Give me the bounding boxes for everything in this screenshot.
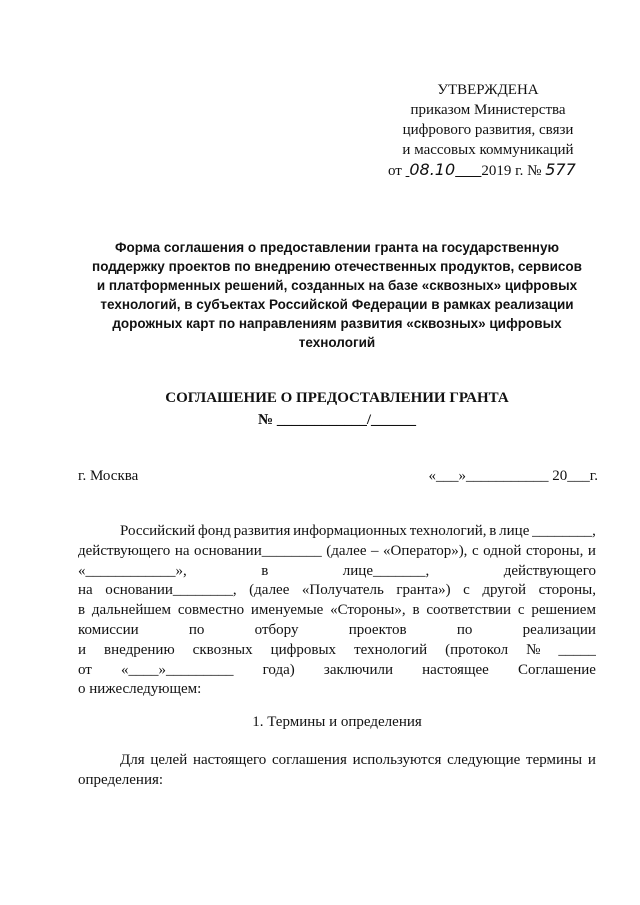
word: Соглашение bbox=[517, 661, 596, 678]
word: фонд bbox=[198, 523, 231, 539]
word: Для bbox=[120, 752, 145, 768]
word: основании________ bbox=[194, 542, 322, 559]
word: с bbox=[463, 582, 470, 599]
form-title-line: поддержку проектов по внедрению отечественных продуктов, сервисов bbox=[92, 259, 582, 274]
word: года) bbox=[262, 661, 295, 678]
body-line: о нижеследующем: bbox=[78, 681, 202, 698]
intro-line bbox=[78, 750, 596, 770]
word: настоящее bbox=[422, 661, 489, 678]
word: совместно bbox=[177, 602, 245, 619]
word: на bbox=[174, 542, 190, 559]
word: (протокол bbox=[445, 641, 509, 658]
body-line bbox=[78, 641, 596, 661]
word: «Оператор»), bbox=[383, 542, 468, 559]
word: одной bbox=[483, 542, 522, 559]
word: настоящего bbox=[192, 752, 267, 768]
body-line bbox=[78, 661, 596, 681]
word: цифровых bbox=[270, 641, 337, 658]
word: № bbox=[526, 641, 541, 658]
body-line bbox=[78, 542, 596, 562]
word: стороны, bbox=[525, 542, 584, 559]
word: стороны, bbox=[538, 582, 596, 599]
approval-line: приказом Министерства bbox=[410, 102, 566, 118]
word: действующего bbox=[78, 542, 171, 559]
form-title-line: Форма соглашения о предоставлении гранта на государственную bbox=[115, 240, 559, 255]
form-title-line: и платформенных решений, созданных на базе «сквозных» цифровых bbox=[96, 278, 578, 293]
approval-title: УТВЕРЖДЕНА bbox=[437, 82, 539, 98]
section-heading: 1. Термины и определения bbox=[252, 714, 422, 730]
handwritten-date-field bbox=[406, 160, 482, 179]
word: _____ bbox=[558, 641, 596, 658]
word: «Стороны», bbox=[330, 602, 406, 619]
intro-line: определения: bbox=[78, 772, 164, 788]
word: следующие bbox=[447, 752, 521, 768]
word: внедрению bbox=[104, 641, 175, 658]
city: г. Москва bbox=[78, 468, 139, 484]
approval-line: и массовых коммуникаций bbox=[402, 142, 574, 158]
word: проектов bbox=[348, 621, 407, 638]
intro-paragraph bbox=[78, 750, 596, 790]
word: гранта») bbox=[396, 582, 451, 599]
word: в bbox=[489, 523, 497, 539]
word: Российский bbox=[120, 523, 196, 539]
word: действующего bbox=[503, 562, 596, 579]
word: в bbox=[261, 562, 269, 579]
word: развития bbox=[233, 523, 291, 539]
word: технологий bbox=[354, 641, 428, 658]
word: и bbox=[78, 641, 87, 658]
body-line bbox=[78, 621, 596, 641]
word: заключили bbox=[323, 661, 393, 678]
form-title-line: дорожных карт по направлениям развития «сквозных» цифровых bbox=[112, 316, 562, 331]
word: (далее bbox=[326, 542, 367, 559]
word: «Получатель bbox=[301, 582, 384, 599]
body-line bbox=[78, 601, 596, 621]
approval-order-date bbox=[388, 160, 608, 181]
word: (далее bbox=[249, 582, 290, 599]
date-prefix: от bbox=[388, 163, 402, 179]
word: в bbox=[78, 602, 86, 619]
word: и bbox=[587, 752, 596, 768]
word: именуемые bbox=[250, 602, 324, 619]
word: «____________», bbox=[78, 562, 187, 579]
approval-line: цифрового развития, связи bbox=[402, 122, 574, 138]
date-suffix: 2019 г. № bbox=[481, 163, 542, 179]
word: по bbox=[188, 621, 205, 638]
word: используются bbox=[352, 752, 442, 768]
word: термины bbox=[526, 752, 583, 768]
word: соответствии bbox=[426, 602, 512, 619]
form-title-line: технологий bbox=[298, 335, 376, 350]
word: информационных bbox=[293, 523, 407, 539]
word: и bbox=[587, 542, 596, 559]
body-line bbox=[78, 522, 596, 542]
word: лице_______, bbox=[342, 562, 430, 579]
word: отбору bbox=[254, 621, 299, 638]
body-paragraph bbox=[78, 522, 596, 700]
word: «____»_________ bbox=[121, 661, 234, 678]
word: ________, bbox=[532, 523, 596, 539]
approval-stamp bbox=[378, 80, 598, 160]
handwritten-number-field bbox=[545, 160, 576, 179]
word: с bbox=[471, 542, 479, 559]
handwritten-date: 08.10 bbox=[409, 160, 456, 179]
word: сквозных bbox=[192, 641, 253, 658]
word: соглашения bbox=[272, 752, 347, 768]
word: комиссии bbox=[78, 621, 139, 638]
agreement-number: № ____________/______ bbox=[258, 412, 416, 428]
date-blank: «___»___________ 20___г. bbox=[428, 468, 598, 484]
word: основании________, bbox=[105, 582, 237, 599]
word: решением bbox=[531, 602, 596, 619]
form-title-line: технологий, в субъектах Российской Федерации в рамках реализации bbox=[100, 297, 574, 312]
word: по bbox=[456, 621, 473, 638]
word: на bbox=[78, 582, 93, 599]
word: лице bbox=[499, 523, 530, 539]
word: от bbox=[78, 661, 92, 678]
handwritten-number: 577 bbox=[545, 160, 576, 179]
body-line bbox=[78, 562, 596, 582]
agreement-heading: СОГЛАШЕНИЕ О ПРЕДОСТАВЛЕНИИ ГРАНТА bbox=[165, 390, 509, 406]
word: технологий, bbox=[409, 523, 487, 539]
body-line bbox=[78, 581, 596, 601]
word: целей bbox=[150, 752, 188, 768]
form-title bbox=[72, 238, 602, 352]
word: реализации bbox=[522, 621, 596, 638]
word: – bbox=[371, 542, 379, 559]
word: другой bbox=[482, 582, 527, 599]
word: с bbox=[517, 602, 525, 619]
word: в bbox=[412, 602, 420, 619]
word: дальнейшем bbox=[91, 602, 172, 619]
